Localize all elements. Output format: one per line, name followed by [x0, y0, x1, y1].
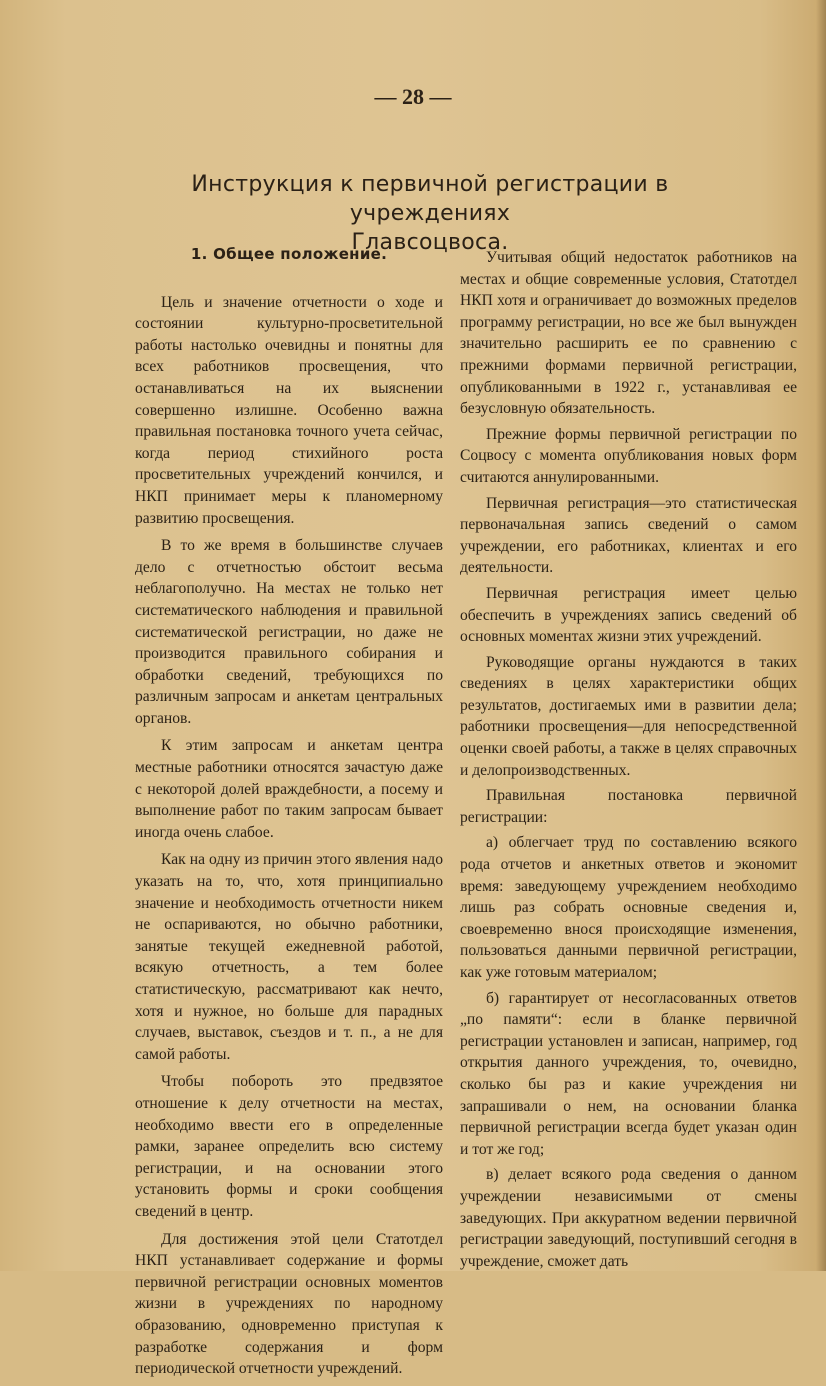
title-line-2: Главсоцвоса. — [351, 230, 509, 255]
paragraph: Прежние формы первичной регистрации по Соцвосу с момента опубликования новых форм считаются аннулированными. — [460, 425, 797, 486]
title-line-1: Инструкция к первичной регистрации в учреждениях — [191, 172, 669, 226]
paragraph: Правильная постановка первичной регистрации: — [460, 787, 797, 826]
page-edge-shadow — [816, 0, 826, 1271]
section-heading: 1. Общее положение. — [190, 245, 388, 263]
list-item: а) облегчает труд по составлению всякого рода отчетов и анкетных ответов и экономит время: заведующему учреждением необходимо лишь раз собрать основные сведения и, своевременно внося происходящие изменения, пользоваться данными первичной регистрации, как уже готовым материалом; — [460, 834, 797, 981]
paragraph: Для достижения этой цели Статотдел НКП устанавливает содержание и формы первичной регистрации основных моментов жизни в учреждениях по народному образованию, одновременно приступая к разработке содержания и форм периодической отчетности учреждений. — [135, 1230, 443, 1378]
paragraph: Учитывая общий недостаток работников на местах и общие современные условия, Статотдел НКП хотя и ограничивает до возможных пределов программу регистрации, но все же был вынужден значительно расширить ее по сравнению с прежними формами первичной регистрации, опубликованными в 1922 г., устанавливая ее безусловную обязательность. — [460, 249, 797, 418]
right-column — [460, 247, 797, 1276]
left-column — [135, 244, 443, 1386]
paragraph: Первичная регистрация имеет целью обеспечить в учреждениях запись сведений об основных моментах жизни этих учреждений. — [460, 584, 797, 646]
paragraph: К этим запросам и анкетам центра местные работники относятся зачастую даже с некоторой долей враждебности, а посему и выполнение работ по таким запросам бывает иногда очень слабое. — [135, 737, 443, 841]
paragraph: Как на одну из причин этого явления надо указать на то, что, хотя принципиально значение и необходимость отчетности никем не оспариваются, но обычно работники, занятые текущей ежедневной работой, всякую отчетность, а тем более статистическую, рассматривают как нечто, хотя и нужное, но больше для парадных случаев, выставок, съездов и т. п., а не для самой работы. — [135, 851, 443, 1063]
paragraph: В то же время в большинстве случаев дело с отчетностью обстоит весьма неблагополучно. На местах не только нет систематического наблюдения и правильной систематической регистрации, но даже не производится правильного собирания и обработки сведений, требующихся по различным запросам и анкетам центральных органов. — [135, 537, 443, 727]
paragraph: Руководящие органы нуждаются в таких сведениях в целях характеристики общих результатов, достигаемых ими в развитии дела; работники просвещения—для непосредственной оценки своей работы, а также в целях справочных и делопроизводственных. — [460, 653, 797, 779]
paragraph: Чтобы побороть это предвзятое отношение к делу отчетности на местах, необходимо ввести его в определенные рамки, заранее определить всю систему регистрации, и на основании этого установить формы и сроки сообщения сведений в центр. — [135, 1073, 443, 1220]
page-number: — 28 — — [374, 84, 452, 109]
paragraph: Цель и значение отчетности о ходе и состоянии культурно-просветительной работы настолько очевидны и понятны для всех работников просвещения, что останавливаться на их выяснении совершенно излишне. Особенно важна правильная постановка точного учета сейчас, когда период стихийного роста просветительных учреждений кончился, и НКП принимает меры к планомерному развитию просвещения. — [135, 293, 443, 527]
list-item: в) делает всякого рода сведения о данном учреждении независимыми от смены заведующих. При аккуратном ведении первичной регистрации заведующий, поступивший сегодня в учреждение, сможет дать — [460, 1166, 797, 1270]
list-item: б) гарантирует от несогласованных ответов „по памяти“: если в бланке первичной регистрации установлен и записан, например, год открытия данного учреждения, то, очевидно, сколько бы раз и какие учреждения ни запрашивали о нем, на основании бланка первичной регистрации всегда будет указан один и тот же год; — [460, 989, 797, 1158]
paragraph: Первичная регистрация—это статистическая первоначальная запись сведений о самом учреждении, его работниках, клиентах и его деятельности. — [460, 494, 797, 577]
